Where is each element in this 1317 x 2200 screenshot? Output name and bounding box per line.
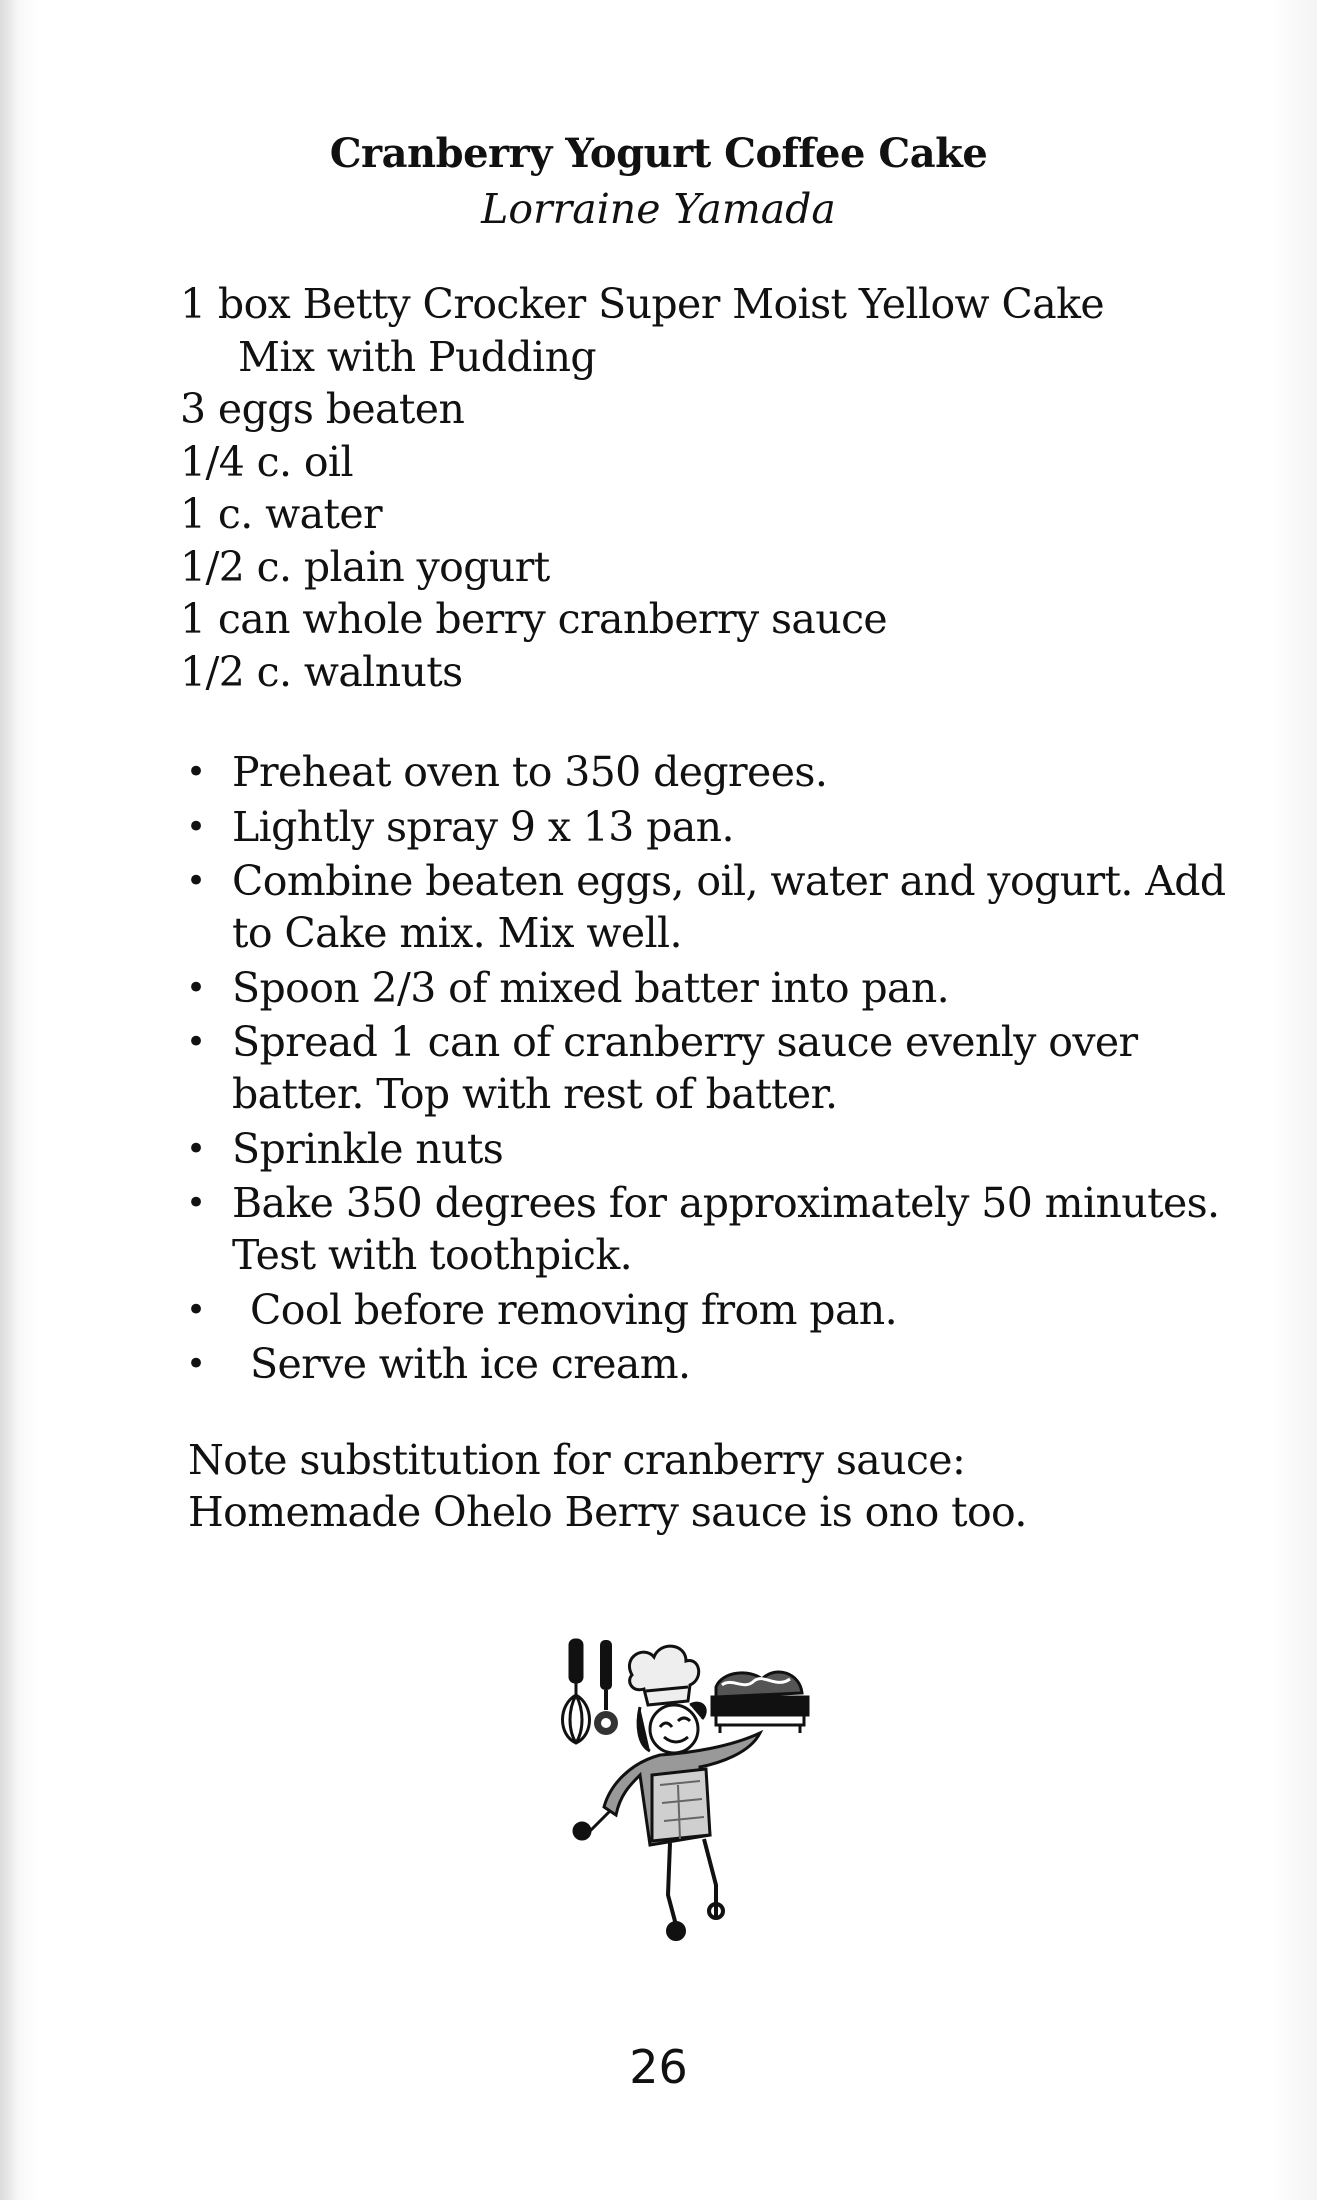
chef-legs-icon bbox=[668, 1839, 723, 1939]
instruction-text: Spread 1 can of cranberry sauce evenly over batter. Top with rest of batter. bbox=[232, 1018, 1138, 1118]
recipe-title: Cranberry Yogurt Coffee Cake bbox=[329, 130, 988, 177]
instruction-item bbox=[180, 855, 1260, 959]
whisk-icon bbox=[563, 1640, 590, 1743]
chef-face-icon bbox=[638, 1703, 705, 1753]
instruction-text: Sprinkle nuts bbox=[232, 1124, 504, 1173]
substitution-note bbox=[188, 1434, 1268, 1538]
ingredient-item: 3 eggs beaten bbox=[180, 385, 465, 433]
bullet-icon: • bbox=[186, 967, 206, 1008]
instruction-item bbox=[180, 1338, 1260, 1390]
ingredient-item: 1 c. water bbox=[180, 490, 383, 538]
instruction-item bbox=[180, 1123, 1260, 1175]
bullet-icon: • bbox=[186, 1289, 206, 1330]
instruction-text: Serve with ice cream. bbox=[250, 1340, 691, 1388]
instruction-item bbox=[180, 962, 1260, 1014]
recipe-author: Lorraine Yamada bbox=[481, 185, 836, 233]
page-edge-shadow bbox=[0, 0, 18, 2200]
recipe-header bbox=[0, 125, 1317, 235]
instruction-item bbox=[180, 1284, 1260, 1336]
bullet-icon: • bbox=[186, 861, 206, 901]
instruction-item bbox=[180, 1016, 1260, 1120]
instruction-item bbox=[180, 746, 1260, 798]
instruction-text: Spoon 2/3 of mixed batter into pan. bbox=[232, 963, 950, 1012]
cake-icon bbox=[712, 1672, 808, 1733]
note-line: Homemade Ohelo Berry sauce is ono too. bbox=[188, 1488, 1027, 1536]
bullet-icon: • bbox=[186, 1022, 206, 1062]
bullet-icon: • bbox=[186, 1344, 206, 1384]
instruction-item bbox=[180, 1177, 1260, 1281]
instruction-text: Bake 350 degrees for approximately 50 minutes. Test with toothpick. bbox=[232, 1179, 1220, 1279]
ingredient-item: 1/2 c. plain yogurt bbox=[180, 542, 550, 591]
ingredient-item: 1/2 c. walnuts bbox=[180, 647, 463, 696]
page-number: 26 bbox=[629, 2040, 688, 2094]
ingredient-item bbox=[180, 278, 1230, 383]
ingredient-text: 1 box Betty Crocker Super Moist Yellow Cake bbox=[180, 280, 1104, 328]
bullet-icon: • bbox=[186, 806, 206, 847]
chef-carrying-cake-icon bbox=[540, 1635, 860, 1955]
ingredient-item: 1/4 c. oil bbox=[180, 437, 353, 486]
instruction-list bbox=[180, 746, 1260, 1393]
instruction-item bbox=[180, 801, 1260, 853]
ingredient-continuation: Mix with Pudding bbox=[238, 332, 597, 381]
chef-hat-icon bbox=[629, 1646, 698, 1705]
bullet-icon: • bbox=[186, 752, 206, 792]
ingredient-item: 1 can whole berry cranberry sauce bbox=[180, 595, 888, 643]
bullet-icon: • bbox=[186, 1183, 206, 1223]
note-line: Note substitution for cranberry sauce: bbox=[188, 1436, 966, 1484]
bullet-icon: • bbox=[186, 1128, 206, 1169]
instruction-text: Combine beaten eggs, oil, water and yogurt. Add to Cake mix. Mix well. bbox=[232, 857, 1226, 957]
instruction-text: Lightly spray 9 x 13 pan. bbox=[232, 802, 734, 851]
utensil-icon bbox=[594, 1640, 618, 1735]
ingredient-list bbox=[180, 278, 1230, 698]
instruction-text: Preheat oven to 350 degrees. bbox=[232, 748, 828, 796]
instruction-text: Cool before removing from pan. bbox=[250, 1285, 898, 1334]
